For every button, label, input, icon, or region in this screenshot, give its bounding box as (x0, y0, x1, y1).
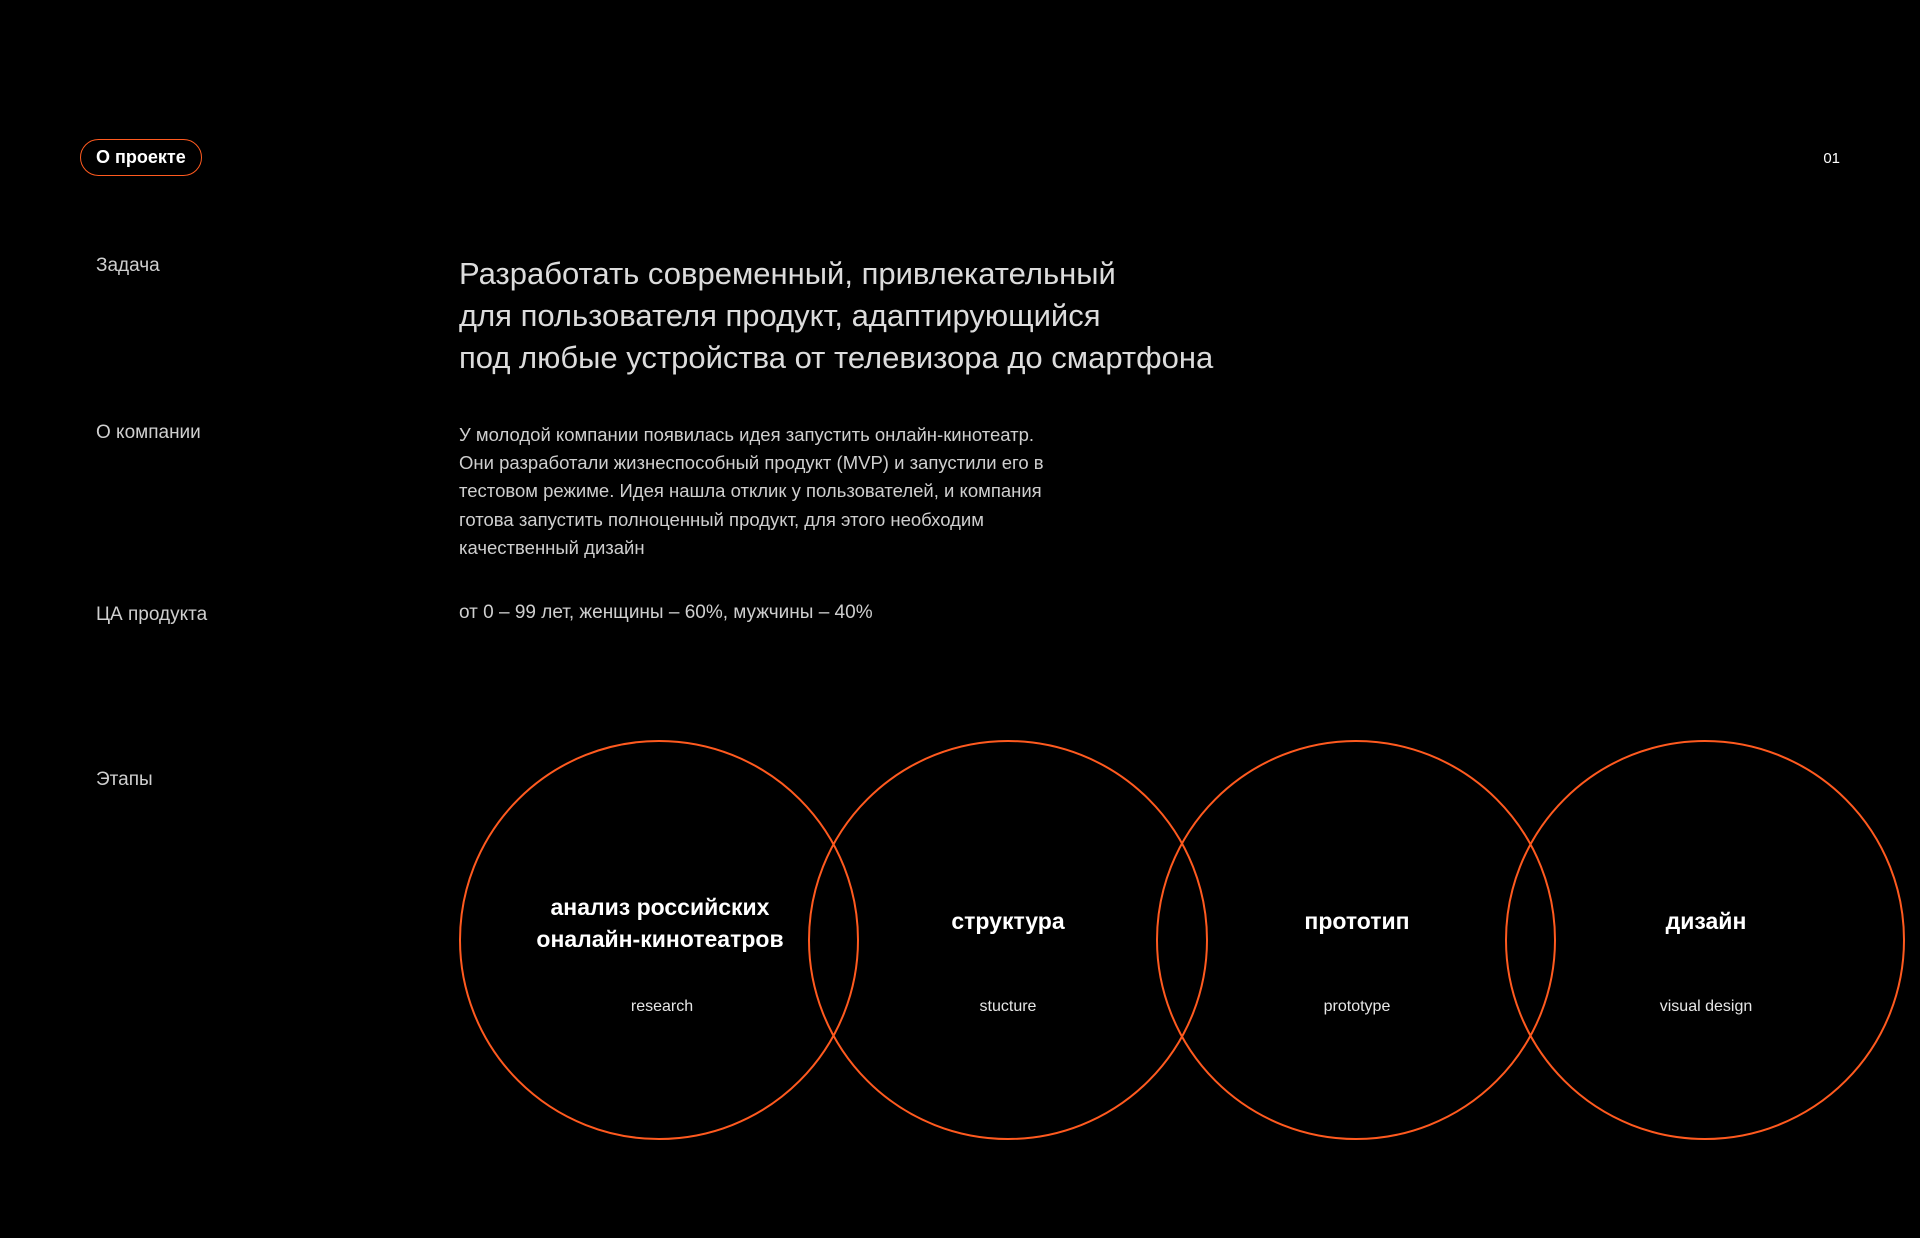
stage-title (828, 905, 1188, 937)
company-line: готова запустить полноценный продукт, для этого необходим (459, 508, 984, 530)
stage-subtitle-design: visual design (1659, 998, 1753, 1015)
audience-text: от 0 – 99 лет, женщины – 60%, мужчины – 40% (459, 602, 873, 623)
stage-title (1526, 905, 1886, 937)
stage-title-line: оналайн-кинотеатров (536, 926, 784, 952)
stage-prototype (1177, 905, 1537, 937)
stage-title-line: структура (951, 908, 1065, 934)
task-line: под любые устройства от телевизора до смартфона (459, 340, 1214, 375)
company-line: Они разработали жизнеспособный продукт (MVP) и запустили его в (459, 452, 1044, 474)
stage-title (480, 891, 840, 955)
section-tag: О проекте (80, 139, 202, 176)
task-line: для пользователя продукт, адаптирующийся (459, 298, 1101, 333)
stage-research (480, 891, 840, 955)
stage-design (1526, 905, 1886, 937)
stage-subtitle-structure: stucture (979, 998, 1037, 1015)
stage-title-line: прототип (1304, 908, 1410, 934)
stages-label: Этапы (96, 769, 153, 790)
stage-subtitle-prototype: prototype (1323, 998, 1391, 1015)
company-line: качественный дизайн (459, 536, 645, 558)
page-number: 01 (1823, 150, 1840, 167)
task-line: Разработать современный, привлекательный (459, 256, 1116, 291)
stage-circle-design (1506, 741, 1904, 1139)
company-line: тестовом режиме. Идея нашла отклик у пользователей, и компания (459, 480, 1042, 502)
stage-title-line: анализ российских (550, 894, 770, 920)
task-label: Задача (96, 255, 160, 276)
stage-title-line: дизайн (1665, 908, 1747, 934)
company-line: У молодой компании появилась идея запустить онлайн-кинотеатр. (459, 424, 1035, 445)
stage-circle-structure (809, 741, 1207, 1139)
audience-label: ЦА продукта (96, 604, 208, 625)
stage-title (1177, 905, 1537, 937)
stage-circle-prototype (1157, 741, 1555, 1139)
stage-subtitle-research: research (630, 998, 694, 1015)
stage-structure (828, 905, 1188, 937)
company-label: О компании (96, 422, 201, 443)
